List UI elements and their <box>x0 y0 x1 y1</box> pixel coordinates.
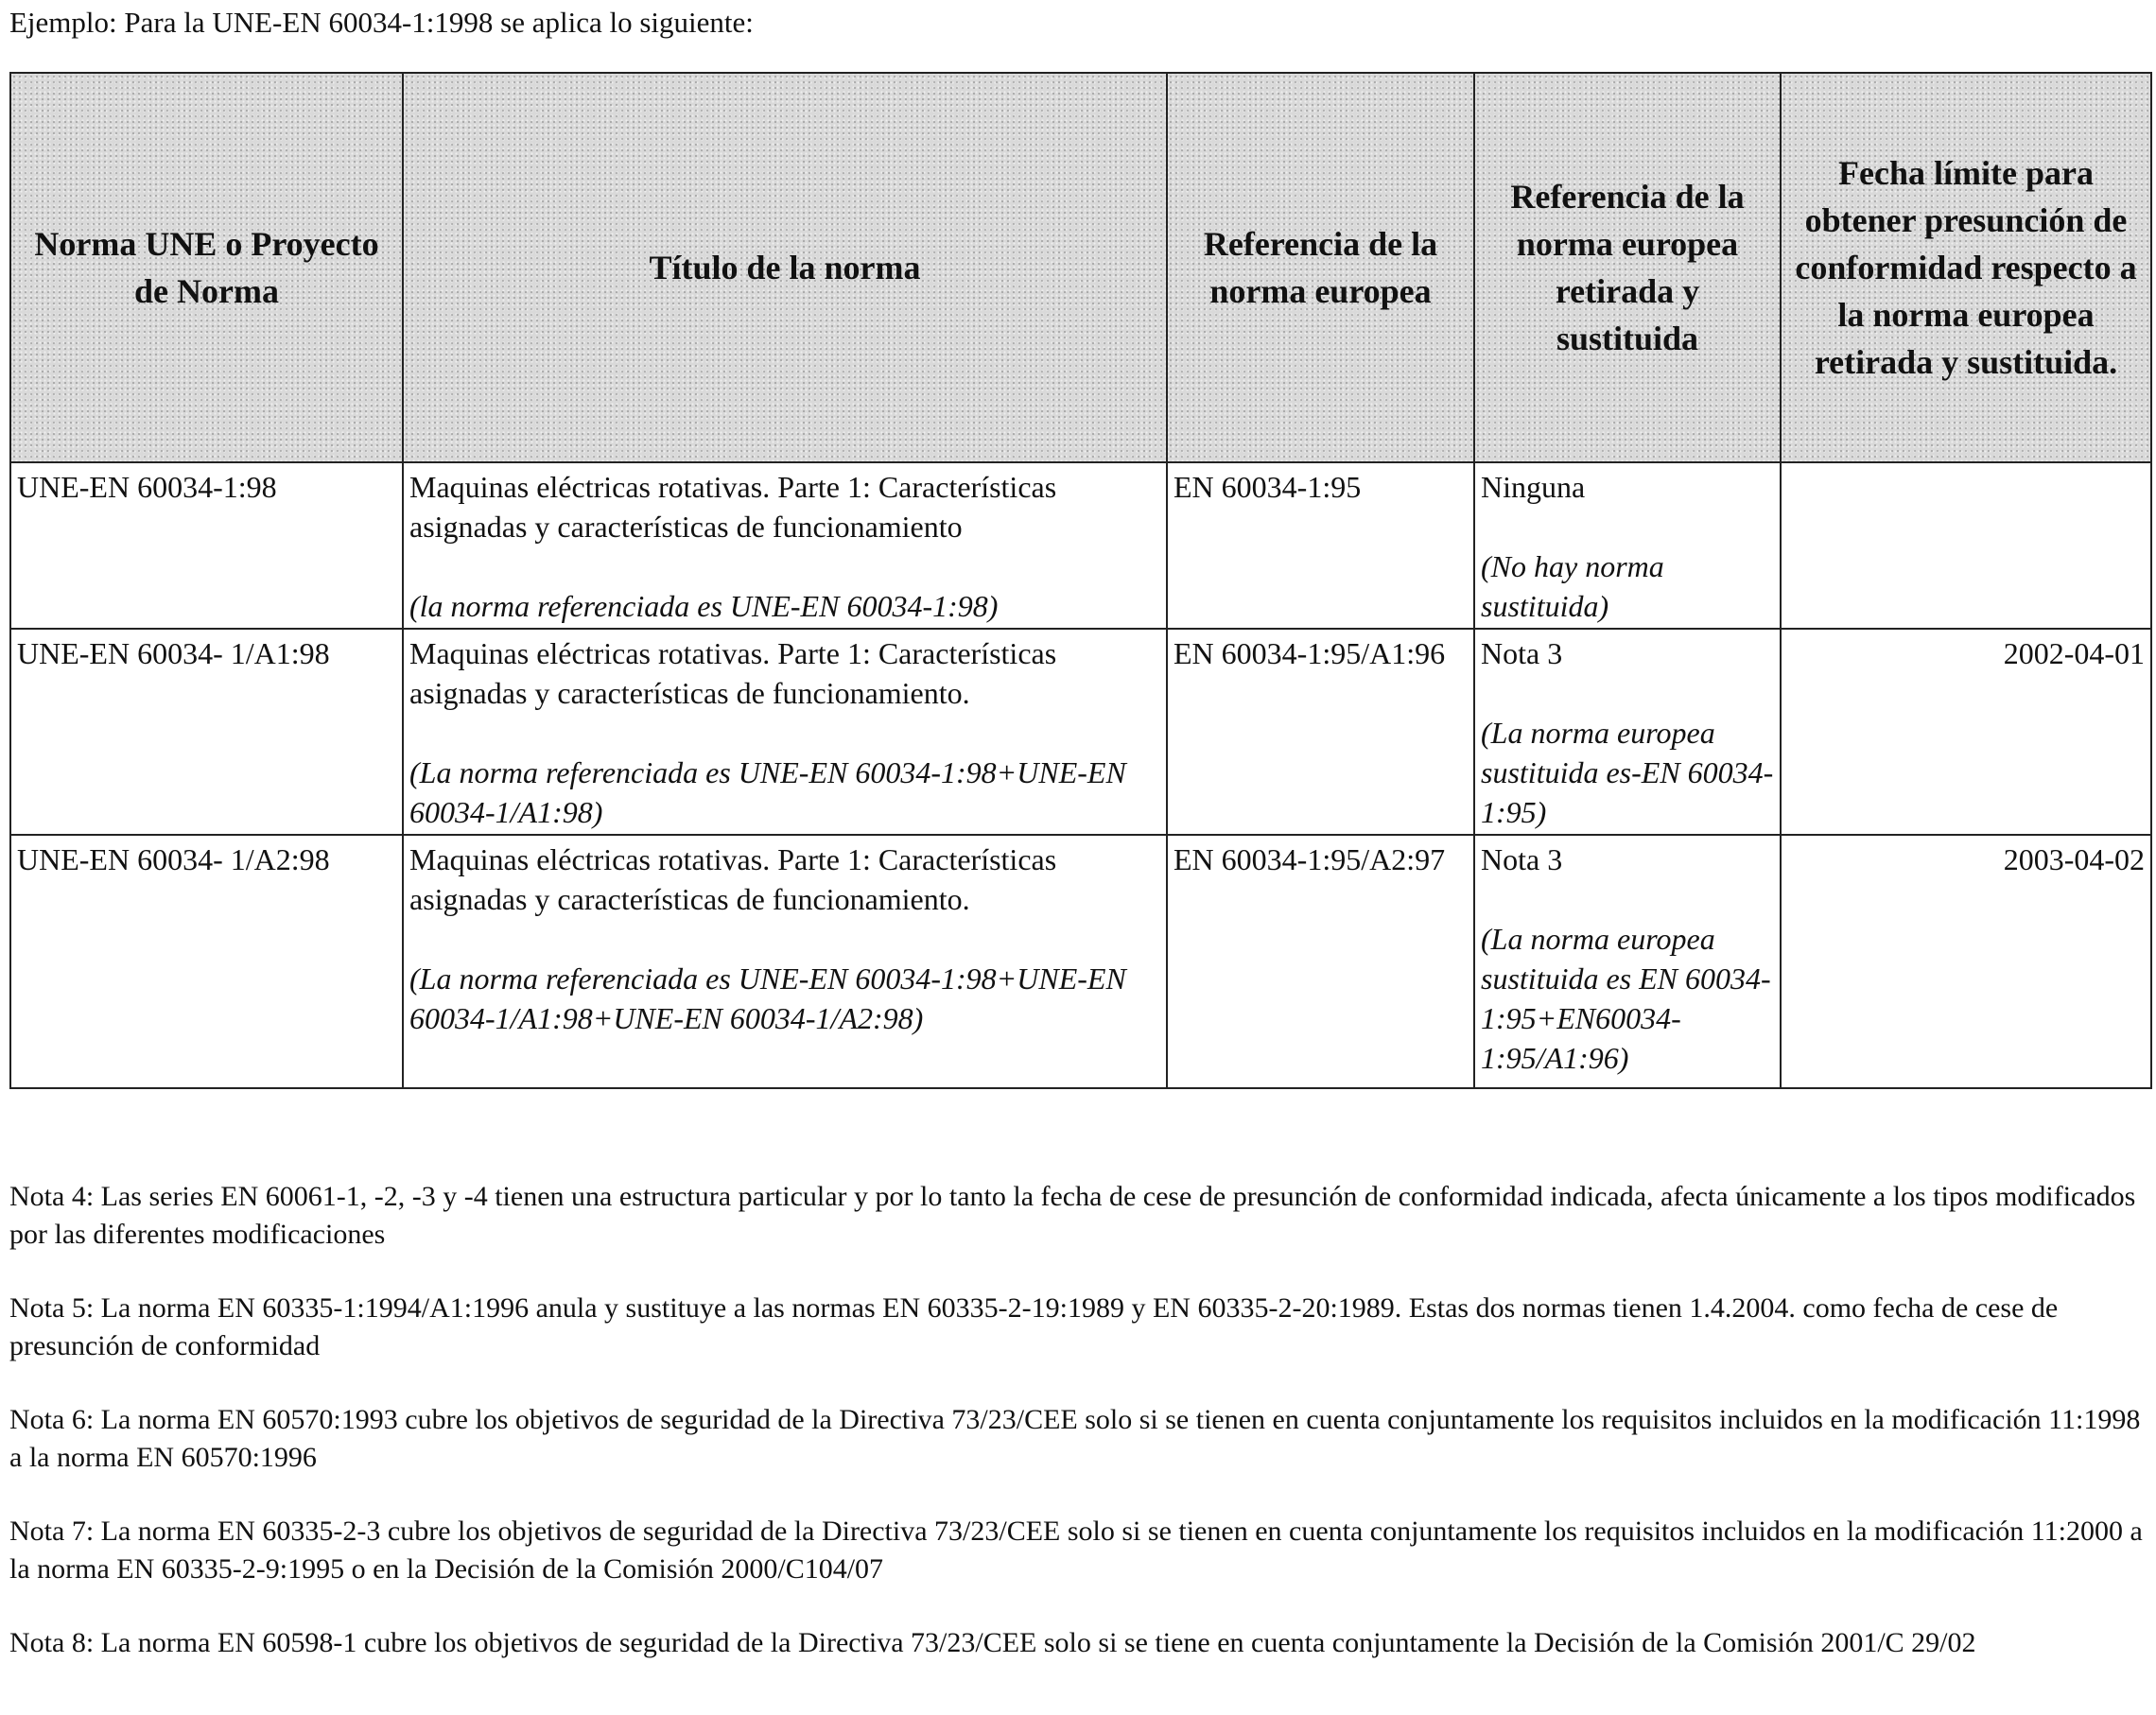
cell-retirada <box>1474 629 1781 835</box>
cell-norma: UNE-EN 60034- 1/A1:98 <box>10 629 403 835</box>
table-row <box>10 629 2151 835</box>
cell-retirada <box>1474 462 1781 629</box>
cell-titulo <box>403 835 1167 1088</box>
cell-titulo-note: (La norma referenciada es UNE-EN 60034-1:98+UNE-EN 60034-1/A1:98) <box>409 755 1126 829</box>
cell-titulo-note: (la norma referenciada es UNE-EN 60034-1:98) <box>409 589 999 623</box>
cell-referencia: EN 60034-1:95/A2:97 <box>1167 835 1474 1088</box>
cell-referencia: EN 60034-1:95 <box>1167 462 1474 629</box>
note-4: Nota 4: Las series EN 60061-1, -2, -3 y -4 tienen una estructura particular y por lo tanto la fecha de cese de presunción de conformidad indicada, afecta únicamente a los tipos modificados por las diferentes modificaciones <box>9 1181 2136 1250</box>
note-5: Nota 5: La norma EN 60335-1:1994/A1:1996 anula y sustituye a las normas EN 60335-2-19:1989 y EN 60335-2-20:1989. Estas dos normas tienen 1.4.2004. como fecha de cese de presunción de conformidad <box>9 1292 2059 1361</box>
cell-retirada <box>1474 835 1781 1088</box>
cell-norma: UNE-EN 60034-1:98 <box>10 462 403 629</box>
header-norma: Norma UNE o Proyecto de Norma <box>10 73 403 462</box>
cell-fecha <box>1781 462 2151 629</box>
table-header-row <box>10 73 2151 462</box>
note-8: Nota 8: La norma EN 60598-1 cubre los objetivos de seguridad de la Directiva 73/23/CEE solo si se tiene en cuenta conjuntamente la Decisión de la Comisión 2001/C 29/02 <box>9 1627 1976 1658</box>
cell-referencia: EN 60034-1:95/A1:96 <box>1167 629 1474 835</box>
cell-retirada-text: Nota 3 <box>1481 842 1563 876</box>
cell-titulo-text: Maquinas eléctricas rotativas. Parte 1: Características asignadas y características de funcionamiento. <box>409 842 1057 916</box>
cell-fecha: 2002-04-01 <box>1781 629 2151 835</box>
table-row <box>10 835 2151 1088</box>
cell-titulo-text: Maquinas eléctricas rotativas. Parte 1: Características asignadas y características de funcionamiento <box>409 470 1057 544</box>
cell-retirada-note: (La norma europea sustituida es-EN 60034-1:95) <box>1481 716 1774 829</box>
standards-table <box>9 72 2152 1089</box>
table-row <box>10 462 2151 629</box>
cell-retirada-text: Nota 3 <box>1481 636 1563 670</box>
cell-retirada-note: (No hay norma sustituida) <box>1481 549 1664 623</box>
cell-titulo <box>403 462 1167 629</box>
intro-text: Ejemplo: Para la UNE-EN 60034-1:1998 se aplica lo siguiente: <box>9 6 754 39</box>
header-retirada: Referencia de la norma europea retirada y sustituida <box>1474 73 1781 462</box>
cell-titulo-text: Maquinas eléctricas rotativas. Parte 1: Características asignadas y características de funcionamiento. <box>409 636 1057 710</box>
notes-section <box>9 1178 2154 1698</box>
cell-norma: UNE-EN 60034- 1/A2:98 <box>10 835 403 1088</box>
cell-titulo-note: (La norma referenciada es UNE-EN 60034-1:98+UNE-EN 60034-1/A1:98+UNE-EN 60034-1/A2:98) <box>409 961 1126 1035</box>
cell-retirada-text: Ninguna <box>1481 470 1586 504</box>
header-fecha-limite: Fecha límite para obtener presunción de conformidad respecto a la norma europea retirada y sustituida. <box>1781 73 2151 462</box>
header-titulo: Título de la norma <box>403 73 1167 462</box>
note-7: Nota 7: La norma EN 60335-2-3 cubre los objetivos de seguridad de la Directiva 73/23/CEE solo si se tienen en cuenta conjuntamente los requisitos incluidos en la modificación 11:2000 a la norma EN 60335-2-9:1995 o en la Decisión de la Comisión 2000/C104/07 <box>9 1516 2143 1585</box>
cell-titulo <box>403 629 1167 835</box>
cell-fecha: 2003-04-02 <box>1781 835 2151 1088</box>
cell-retirada-note: (La norma europea sustituida es EN 60034-1:95+EN60034-1:95/A1:96) <box>1481 922 1771 1075</box>
header-referencia: Referencia de la norma europea <box>1167 73 1474 462</box>
note-6: Nota 6: La norma EN 60570:1993 cubre los objetivos de seguridad de la Directiva 73/23/CEE solo si se tienen en cuenta conjuntamente los requisitos incluidos en la modificación 11:1998 a la norma EN 60570:1996 <box>9 1404 2141 1473</box>
